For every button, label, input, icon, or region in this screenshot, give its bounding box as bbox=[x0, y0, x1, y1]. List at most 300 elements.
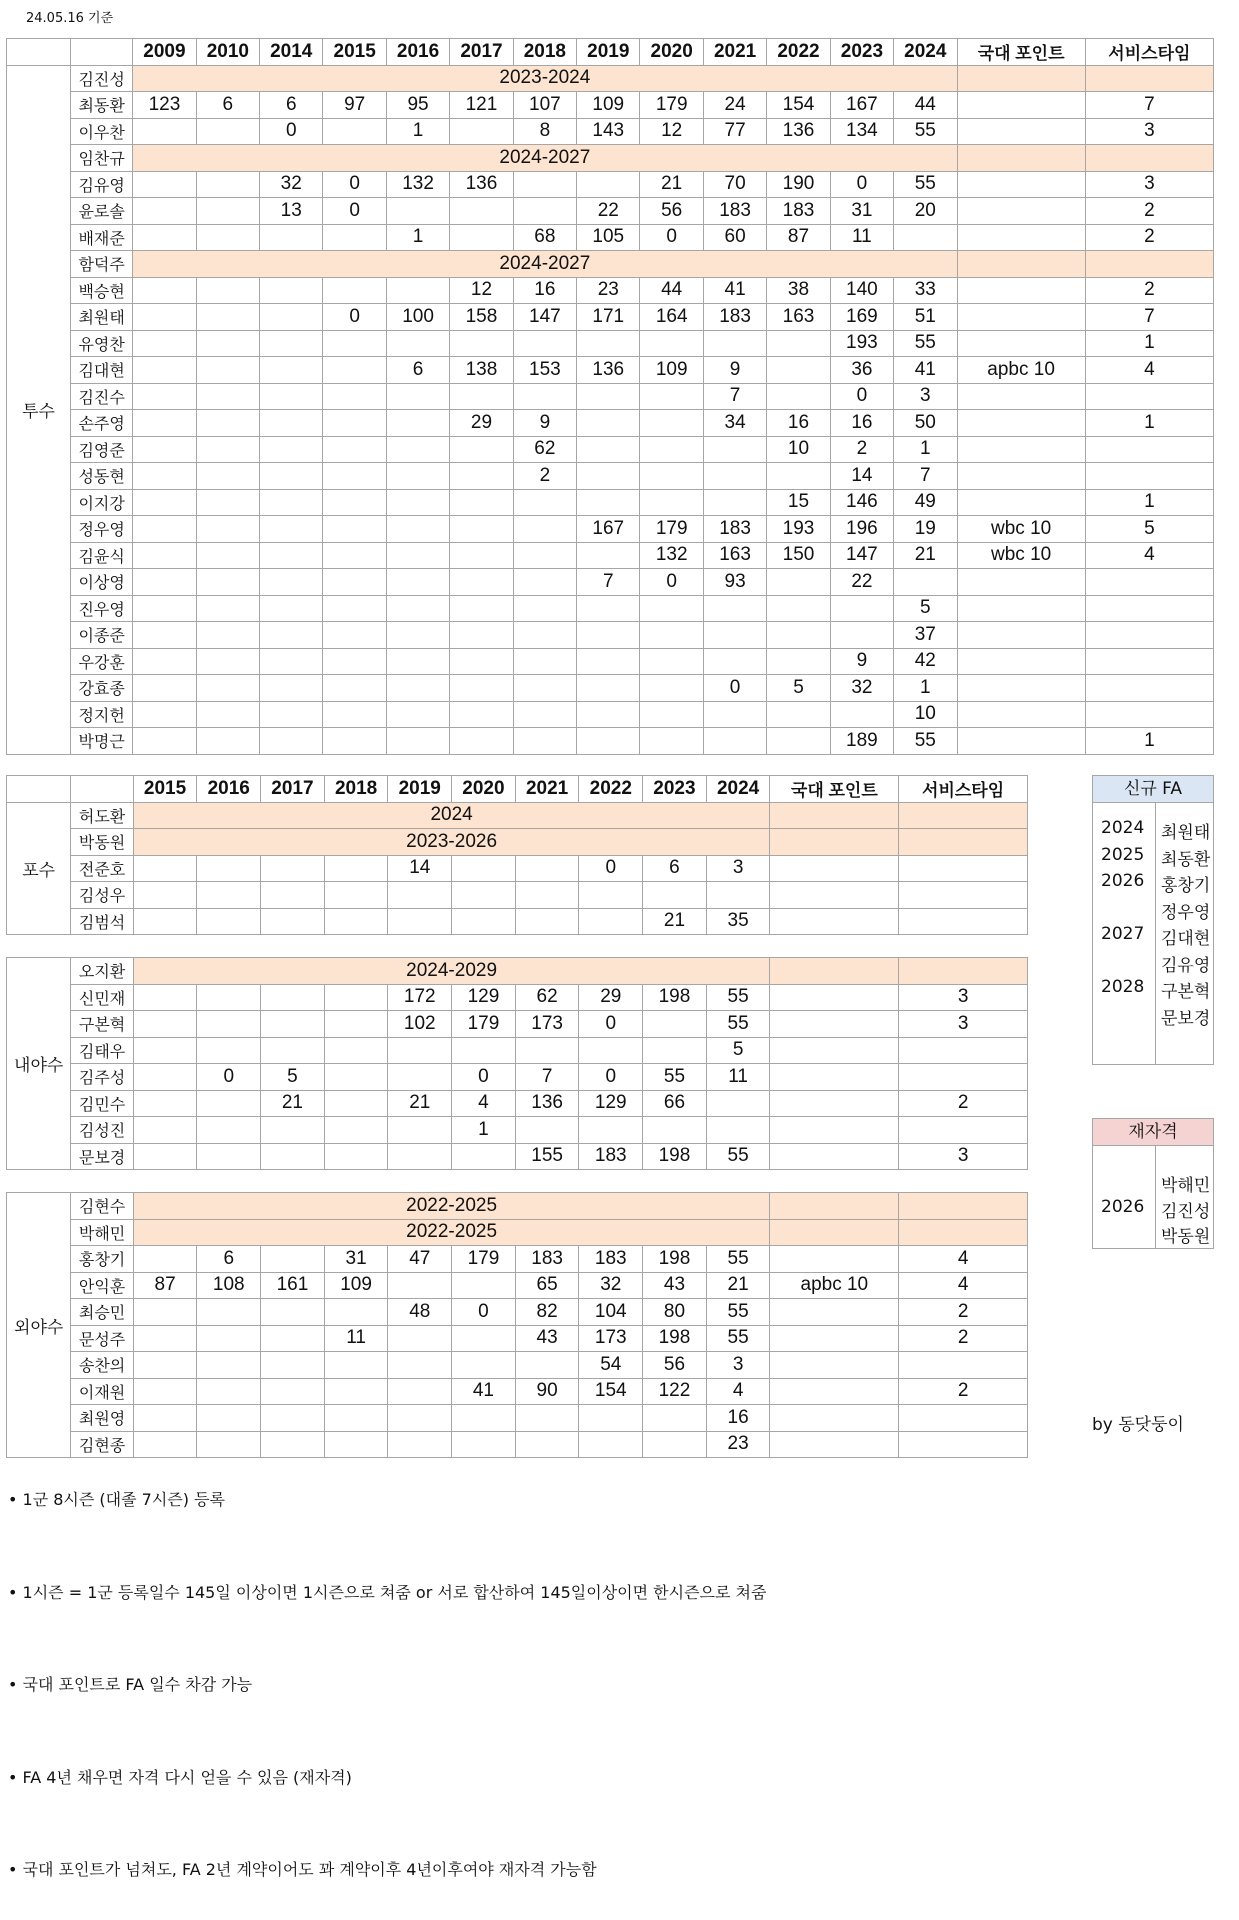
service-cell: 1 bbox=[1085, 728, 1213, 755]
points-cell bbox=[957, 198, 1085, 225]
year-value: 55 bbox=[706, 1325, 770, 1352]
year-value: 9 bbox=[703, 357, 766, 384]
year-value: 55 bbox=[894, 330, 957, 357]
points-cell bbox=[957, 304, 1085, 331]
year-value bbox=[261, 1405, 325, 1432]
year-value: 42 bbox=[894, 648, 957, 675]
year-value: 55 bbox=[706, 1011, 770, 1038]
year-value bbox=[450, 728, 513, 755]
player-name: 김윤식 bbox=[71, 542, 133, 569]
year-value: 60 bbox=[703, 224, 766, 251]
year-value bbox=[703, 648, 766, 675]
player-name: 이우찬 bbox=[71, 118, 133, 145]
service-cell bbox=[1085, 145, 1213, 172]
contract-period: 2024-2027 bbox=[133, 251, 957, 278]
player-name: 최원영 bbox=[71, 1405, 133, 1432]
year-value bbox=[261, 984, 325, 1011]
year-value bbox=[196, 330, 259, 357]
year-value bbox=[577, 542, 640, 569]
year-value bbox=[643, 1037, 707, 1064]
table-row bbox=[7, 728, 1214, 755]
year-value bbox=[196, 171, 259, 198]
player-name: 문보경 bbox=[71, 1143, 133, 1170]
year-value: 1 bbox=[894, 675, 957, 702]
year-value: 4 bbox=[452, 1090, 516, 1117]
year-value bbox=[133, 383, 196, 410]
player-name: 안익훈 bbox=[71, 1272, 133, 1299]
fa-player: 최원태 bbox=[1161, 823, 1211, 843]
year-value bbox=[386, 198, 449, 225]
year-value bbox=[197, 1117, 261, 1144]
year-value bbox=[515, 1431, 579, 1458]
year-value: 80 bbox=[643, 1299, 707, 1326]
player-name: 구본혁 bbox=[71, 1011, 133, 1038]
year-value bbox=[323, 410, 386, 437]
service-cell bbox=[899, 1037, 1028, 1064]
year-value: 154 bbox=[767, 92, 830, 119]
year-value: 49 bbox=[894, 489, 957, 516]
year-value: 167 bbox=[577, 516, 640, 543]
points-cell bbox=[957, 383, 1085, 410]
points-cell bbox=[957, 224, 1085, 251]
year-value bbox=[260, 277, 323, 304]
year-value: 62 bbox=[513, 436, 576, 463]
fa-player: 문보경 bbox=[1161, 1008, 1211, 1029]
year-value: 7 bbox=[577, 569, 640, 596]
year-value: 173 bbox=[579, 1325, 643, 1352]
year-value bbox=[133, 277, 196, 304]
group-label: 투수 bbox=[7, 65, 71, 754]
year-value bbox=[133, 569, 196, 596]
year-value: 32 bbox=[260, 171, 323, 198]
year-value: 198 bbox=[643, 1246, 707, 1273]
service-cell bbox=[899, 1064, 1028, 1091]
table-row bbox=[7, 357, 1214, 384]
points-cell: wbc 10 bbox=[957, 542, 1085, 569]
year-value: 121 bbox=[450, 92, 513, 119]
points-cell bbox=[957, 65, 1085, 92]
year-value: 6 bbox=[643, 855, 707, 882]
year-value: 129 bbox=[452, 984, 516, 1011]
year-value bbox=[261, 908, 325, 935]
points-cell bbox=[770, 1064, 899, 1091]
year-value bbox=[388, 1352, 452, 1379]
year-value bbox=[577, 595, 640, 622]
year-value: 77 bbox=[703, 118, 766, 145]
year-value bbox=[324, 1117, 388, 1144]
year-value bbox=[388, 1143, 452, 1170]
year-value: 132 bbox=[640, 542, 703, 569]
contract-period: 2024-2029 bbox=[133, 958, 770, 985]
header-year: 2017 bbox=[261, 776, 325, 803]
table-row bbox=[7, 1037, 1028, 1064]
year-value bbox=[133, 1090, 197, 1117]
year-value bbox=[197, 1299, 261, 1326]
year-value bbox=[640, 489, 703, 516]
year-value bbox=[133, 984, 197, 1011]
year-value bbox=[133, 1325, 197, 1352]
year-value bbox=[450, 383, 513, 410]
year-value bbox=[324, 882, 388, 909]
year-value bbox=[640, 701, 703, 728]
group-gap bbox=[7, 1170, 1028, 1193]
year-value: 55 bbox=[706, 1143, 770, 1170]
table-row bbox=[7, 984, 1028, 1011]
year-value bbox=[196, 383, 259, 410]
service-cell: 7 bbox=[1085, 304, 1213, 331]
year-value: 189 bbox=[830, 728, 893, 755]
year-value bbox=[643, 882, 707, 909]
points-cell bbox=[770, 1299, 899, 1326]
year-value bbox=[324, 984, 388, 1011]
year-value: 196 bbox=[830, 516, 893, 543]
year-value: 0 bbox=[579, 1011, 643, 1038]
year-value bbox=[133, 463, 196, 490]
year-value bbox=[133, 357, 196, 384]
year-value: 44 bbox=[894, 92, 957, 119]
year-value bbox=[767, 701, 830, 728]
year-value: 33 bbox=[894, 277, 957, 304]
year-value bbox=[450, 330, 513, 357]
year-value: 1 bbox=[894, 436, 957, 463]
year-value bbox=[196, 516, 259, 543]
year-value bbox=[450, 648, 513, 675]
year-value bbox=[386, 569, 449, 596]
year-value: 20 bbox=[894, 198, 957, 225]
re-fa-box bbox=[1092, 1118, 1214, 1249]
year-value: 0 bbox=[260, 118, 323, 145]
year-value bbox=[197, 1143, 261, 1170]
year-value: 12 bbox=[450, 277, 513, 304]
contract-period: 2022-2025 bbox=[133, 1219, 770, 1246]
table-row bbox=[7, 1011, 1028, 1038]
points-cell bbox=[957, 622, 1085, 649]
year-value bbox=[196, 224, 259, 251]
year-value: 7 bbox=[515, 1064, 579, 1091]
year-value bbox=[450, 489, 513, 516]
service-cell bbox=[899, 908, 1028, 935]
year-value bbox=[830, 622, 893, 649]
year-value: 169 bbox=[830, 304, 893, 331]
table-row bbox=[7, 802, 1028, 829]
player-name: 김영준 bbox=[71, 436, 133, 463]
year-value bbox=[261, 1299, 325, 1326]
year-value bbox=[577, 410, 640, 437]
header-year: 2021 bbox=[703, 39, 766, 66]
year-value bbox=[767, 569, 830, 596]
year-value bbox=[260, 622, 323, 649]
group-label: 포수 bbox=[7, 802, 71, 935]
year-value bbox=[643, 1405, 707, 1432]
points-cell bbox=[770, 1325, 899, 1352]
points-cell bbox=[770, 1090, 899, 1117]
year-value bbox=[577, 330, 640, 357]
year-value bbox=[133, 1143, 197, 1170]
header-year: 2017 bbox=[450, 39, 513, 66]
year-value bbox=[513, 516, 576, 543]
year-value: 34 bbox=[703, 410, 766, 437]
year-value: 50 bbox=[894, 410, 957, 437]
contract-period: 2023-2026 bbox=[133, 829, 770, 856]
player-name: 김성진 bbox=[71, 1117, 133, 1144]
date-label: 24.05.16 기준 bbox=[26, 11, 114, 26]
year-value bbox=[260, 701, 323, 728]
year-value: 172 bbox=[388, 984, 452, 1011]
year-value bbox=[386, 516, 449, 543]
year-value: 95 bbox=[386, 92, 449, 119]
table-row bbox=[7, 1246, 1028, 1273]
points-cell bbox=[770, 1246, 899, 1273]
player-name: 박해민 bbox=[71, 1219, 133, 1246]
year-value bbox=[261, 1325, 325, 1352]
year-value: 173 bbox=[515, 1011, 579, 1038]
table-row bbox=[7, 1299, 1028, 1326]
year-value bbox=[324, 1037, 388, 1064]
year-value bbox=[894, 569, 957, 596]
year-value bbox=[197, 984, 261, 1011]
player-name: 김진수 bbox=[71, 383, 133, 410]
year-value bbox=[324, 1405, 388, 1432]
player-name: 함덕주 bbox=[71, 251, 133, 278]
year-value bbox=[388, 1037, 452, 1064]
header-year: 2018 bbox=[324, 776, 388, 803]
year-value: 9 bbox=[830, 648, 893, 675]
year-value bbox=[388, 1117, 452, 1144]
table-row bbox=[7, 1405, 1028, 1432]
year-value: 136 bbox=[767, 118, 830, 145]
table-row bbox=[7, 436, 1214, 463]
year-value: 70 bbox=[703, 171, 766, 198]
year-value bbox=[324, 1064, 388, 1091]
year-value: 0 bbox=[640, 569, 703, 596]
fa-year: 2028 bbox=[1101, 977, 1145, 997]
player-name: 성동현 bbox=[71, 463, 133, 490]
player-name: 신민재 bbox=[71, 984, 133, 1011]
player-name: 김현수 bbox=[71, 1193, 133, 1220]
year-value: 6 bbox=[196, 92, 259, 119]
year-value: 36 bbox=[830, 357, 893, 384]
year-value bbox=[513, 595, 576, 622]
service-cell: 1 bbox=[1085, 410, 1213, 437]
header-year: 2016 bbox=[197, 776, 261, 803]
points-cell bbox=[770, 802, 899, 829]
note-4: • FA 4년 채우면 자격 다시 얻을 수 있음 (재자격) bbox=[8, 1768, 352, 1787]
table-row bbox=[7, 829, 1028, 856]
year-value bbox=[196, 410, 259, 437]
points-cell bbox=[770, 882, 899, 909]
year-value bbox=[197, 1352, 261, 1379]
year-value bbox=[133, 908, 197, 935]
year-value bbox=[703, 463, 766, 490]
points-cell bbox=[957, 330, 1085, 357]
group-label: 외야수 bbox=[7, 1193, 71, 1458]
year-value: 183 bbox=[767, 198, 830, 225]
year-value bbox=[323, 595, 386, 622]
service-cell bbox=[1085, 648, 1213, 675]
year-value: 3 bbox=[894, 383, 957, 410]
year-value bbox=[577, 489, 640, 516]
year-value: 183 bbox=[579, 1143, 643, 1170]
table-row bbox=[7, 1064, 1028, 1091]
year-value: 55 bbox=[706, 984, 770, 1011]
service-cell bbox=[899, 1193, 1028, 1220]
year-value: 1 bbox=[386, 118, 449, 145]
table-row bbox=[7, 516, 1214, 543]
player-name: 윤로솔 bbox=[71, 198, 133, 225]
year-value: 198 bbox=[643, 984, 707, 1011]
year-value bbox=[324, 1431, 388, 1458]
group-label: 내야수 bbox=[7, 958, 71, 1170]
points-cell bbox=[957, 118, 1085, 145]
year-value: 10 bbox=[894, 701, 957, 728]
year-value: 179 bbox=[640, 516, 703, 543]
table-row bbox=[7, 383, 1214, 410]
year-value: 55 bbox=[894, 171, 957, 198]
year-value: 16 bbox=[513, 277, 576, 304]
header-points: 국대 포인트 bbox=[957, 39, 1085, 66]
points-cell bbox=[770, 984, 899, 1011]
new-fa-title: 신규 FA bbox=[1093, 776, 1213, 803]
year-value bbox=[260, 648, 323, 675]
year-value bbox=[513, 675, 576, 702]
year-value bbox=[450, 595, 513, 622]
gap-cell bbox=[7, 935, 1028, 958]
year-value: 0 bbox=[323, 171, 386, 198]
year-value: 183 bbox=[703, 304, 766, 331]
year-value bbox=[261, 1431, 325, 1458]
year-value bbox=[386, 436, 449, 463]
year-value bbox=[324, 1011, 388, 1038]
year-value: 43 bbox=[515, 1325, 579, 1352]
year-value: 23 bbox=[706, 1431, 770, 1458]
header-points: 국대 포인트 bbox=[770, 776, 899, 803]
year-value bbox=[196, 595, 259, 622]
year-value bbox=[323, 383, 386, 410]
header-year: 2022 bbox=[579, 776, 643, 803]
year-value bbox=[577, 436, 640, 463]
points-cell bbox=[770, 1431, 899, 1458]
year-value: 8 bbox=[513, 118, 576, 145]
player-name: 최원태 bbox=[71, 304, 133, 331]
service-cell: 3 bbox=[899, 1011, 1028, 1038]
year-value: 15 bbox=[767, 489, 830, 516]
year-value bbox=[133, 1299, 197, 1326]
header-year: 2024 bbox=[706, 776, 770, 803]
service-cell bbox=[899, 829, 1028, 856]
header-year: 2019 bbox=[577, 39, 640, 66]
year-value bbox=[386, 463, 449, 490]
year-value: 108 bbox=[197, 1272, 261, 1299]
header-blank bbox=[71, 776, 133, 803]
year-value bbox=[830, 595, 893, 622]
table-row bbox=[7, 648, 1214, 675]
service-cell: 4 bbox=[1085, 357, 1213, 384]
table-row bbox=[7, 569, 1214, 596]
table-row bbox=[7, 908, 1028, 935]
year-value bbox=[579, 882, 643, 909]
points-cell bbox=[957, 171, 1085, 198]
year-value bbox=[196, 569, 259, 596]
year-value bbox=[450, 516, 513, 543]
year-value bbox=[450, 622, 513, 649]
service-cell: 3 bbox=[899, 1143, 1028, 1170]
points-cell bbox=[957, 92, 1085, 119]
points-cell bbox=[770, 1219, 899, 1246]
year-value: 43 bbox=[643, 1272, 707, 1299]
year-value bbox=[577, 171, 640, 198]
year-value: 21 bbox=[261, 1090, 325, 1117]
year-value bbox=[386, 383, 449, 410]
fa-player: 김진성 bbox=[1161, 1201, 1211, 1222]
service-cell: 2 bbox=[899, 1325, 1028, 1352]
points-cell bbox=[957, 489, 1085, 516]
year-value: 35 bbox=[706, 908, 770, 935]
year-value bbox=[260, 569, 323, 596]
year-value bbox=[577, 622, 640, 649]
year-value bbox=[196, 357, 259, 384]
header-service: 서비스타임 bbox=[1085, 39, 1213, 66]
year-value bbox=[767, 330, 830, 357]
year-value: 47 bbox=[388, 1246, 452, 1273]
points-cell bbox=[770, 908, 899, 935]
service-cell: 2 bbox=[899, 1299, 1028, 1326]
year-value: 0 bbox=[452, 1064, 516, 1091]
service-cell: 2 bbox=[899, 1378, 1028, 1405]
points-cell bbox=[957, 675, 1085, 702]
year-value: 193 bbox=[767, 516, 830, 543]
year-value: 147 bbox=[830, 542, 893, 569]
year-value bbox=[323, 436, 386, 463]
year-value bbox=[323, 701, 386, 728]
year-value bbox=[767, 728, 830, 755]
year-value: 163 bbox=[767, 304, 830, 331]
year-value bbox=[894, 224, 957, 251]
year-value bbox=[579, 1117, 643, 1144]
year-value: 0 bbox=[323, 304, 386, 331]
year-value bbox=[640, 383, 703, 410]
year-value bbox=[513, 569, 576, 596]
player-name: 최승민 bbox=[71, 1299, 133, 1326]
year-value bbox=[452, 1352, 516, 1379]
year-value: 0 bbox=[452, 1299, 516, 1326]
player-name: 오지환 bbox=[71, 958, 133, 985]
service-cell: 4 bbox=[899, 1246, 1028, 1273]
year-value bbox=[640, 675, 703, 702]
year-value bbox=[388, 882, 452, 909]
table-row bbox=[7, 304, 1214, 331]
year-value bbox=[324, 1143, 388, 1170]
contract-period: 2024 bbox=[133, 802, 770, 829]
year-value bbox=[323, 542, 386, 569]
year-value bbox=[579, 1431, 643, 1458]
year-value: 123 bbox=[133, 92, 196, 119]
table-row bbox=[7, 1193, 1028, 1220]
player-name: 유영찬 bbox=[71, 330, 133, 357]
service-cell bbox=[1085, 65, 1213, 92]
year-value: 193 bbox=[830, 330, 893, 357]
year-value: 10 bbox=[767, 436, 830, 463]
year-value: 82 bbox=[515, 1299, 579, 1326]
table-row bbox=[7, 542, 1214, 569]
table-row bbox=[7, 1325, 1028, 1352]
year-value: 55 bbox=[894, 728, 957, 755]
year-value bbox=[261, 1352, 325, 1379]
year-value: 54 bbox=[579, 1352, 643, 1379]
player-name: 이지강 bbox=[71, 489, 133, 516]
player-name: 김현종 bbox=[71, 1431, 133, 1458]
year-value bbox=[577, 648, 640, 675]
year-value bbox=[452, 1272, 516, 1299]
